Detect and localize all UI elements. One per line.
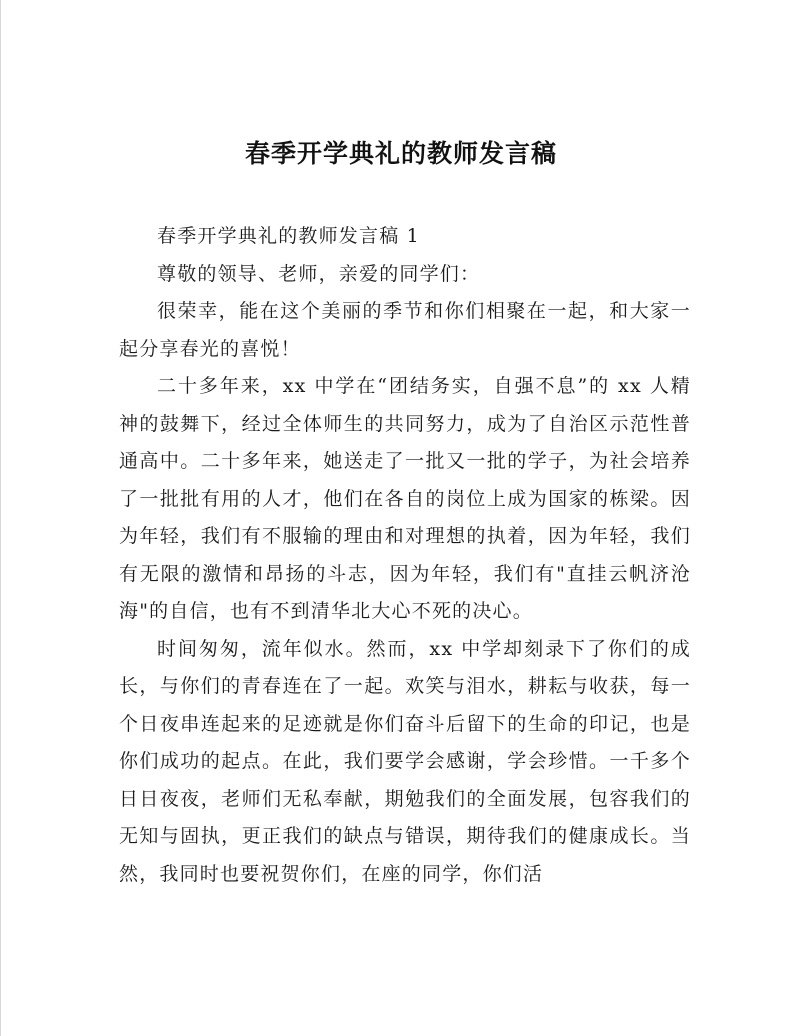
document-title: 春季开学典礼的教师发言稿 <box>244 139 557 168</box>
paragraph-opening: 很荣幸，能在这个美丽的季节和你们相聚在一起，和大家一起分享春光的喜悦！ <box>119 300 691 360</box>
document-body <box>119 218 691 893</box>
paragraph-time-passing: 时间匆匆，流年似水。然而，xx 中学却刻录下了你们的成长，与你们的青春连在了一起。欢笑与泪水，耕耘与收获，每一个日夜串连起来的足迹就是你们奋斗后留下的生命的印记，也是你们成功的起点。在此，我们要学会感谢，学会珍惜。一千多个日日夜夜，老师们无私奉献，期勉我们的全面发展，包容我们的无知与固执，更正我们的缺点与错误，期待我们的健康成长。当然，我同时也要祝贺你们，在座的同学，你们活 <box>119 637 691 885</box>
paragraph-subtitle: 春季开学典礼的教师发言稿 1 <box>157 225 420 247</box>
paragraph-school-history: 二十多年来，xx 中学在“团结务实，自强不息”的 xx 人精神的鼓舞下，经过全体师生的共同努力，成为了自治区示范性普通高中。二十多年来，她送走了一批又一批的学子，为社会培养了一批批有用的人才，他们在各自的岗位上成为国家的栋梁。因为年轻，我们有不服输的理由和对理想的执着，因为年轻，我们有无限的激情和昂扬的斗志，因为年轻，我们有"直挂云帆济沧海"的自信，也有不到清华北大心不死的决心。 <box>119 375 691 622</box>
paragraph-salutation: 尊敬的领导、老师，亲爱的同学们： <box>157 262 481 285</box>
